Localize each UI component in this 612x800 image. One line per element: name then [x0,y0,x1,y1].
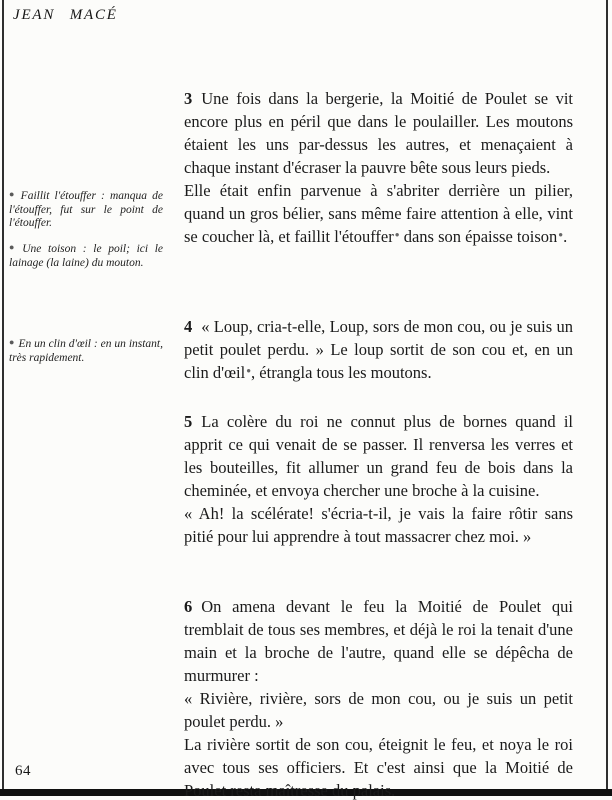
paragraph-text [184,410,573,502]
paragraph-4 [184,315,573,387]
paragraph-run: « Ah! la scélérate! s'écria-t-il, je vais la faire rôtir sans pitié pour lui apprendre à tout massacrer chez moi. » [184,504,573,546]
paragraph-text [184,179,573,251]
gloss-marker-icon: ● [9,337,15,347]
gloss-marker-icon: ● [394,230,400,239]
page-border-left [2,0,4,794]
margin-note-text: Une toison : le poil; ici le lainage (la laine) du mouton. [9,243,164,269]
paragraph-run: . [563,227,568,246]
paragraph-run: « Loup, cria-t-elle, Loup, sors de mon cou, ou je suis un petit poulet perdu. » Le loup sortit de son cou et, en un clin d'œil [184,317,573,382]
page-border-right [606,0,608,794]
margin-note-text: En un clin d'œil : en un instant, très rapidement. [9,338,164,364]
paragraph-run: La colère du roi ne connut plus de bornes quand il apprit ce qui venait de se passer. Il renversa les verres et les bouteilles, fit allumer un grand feu de bois dans la cheminée, et envoya chercher une broche à la cuisine. [184,412,573,500]
paragraph-run: « Rivière, rivière, sors de mon cou, ou je suis un petit poulet perdu. » [184,689,573,731]
gloss-marker-icon: ● [9,242,19,252]
paragraph-text [184,733,573,800]
paragraph-text [184,315,573,387]
paragraph-5 [184,410,573,548]
margin-note-toison [9,243,163,270]
margin-note-text: Faillit l'étouffer : manqua de l'étouffer, fut sur le point de l'étouffer. [9,190,163,229]
paragraph-text [184,87,573,179]
paragraph-text [184,502,573,548]
running-head-author: JEAN MACÉ [13,7,118,23]
paragraph-text [184,595,573,687]
paragraph-number: 4 [184,317,193,336]
paragraph-6 [184,595,573,800]
paragraph-run: dans son épaisse toison [399,227,558,246]
paragraph-3 [184,87,573,251]
gloss-marker-icon: ● [246,366,252,375]
paragraph-run: On amena devant le feu la Moitié de Poulet qui tremblait de tous ses membres, et déjà le roi la tenait d'une main et la broche de l'autre, quand elle se dépêcha de murmurer : [184,597,573,685]
paragraph-run: La rivière sortit de son cou, éteignit le feu, et noya le roi avec tous ses officiers. Et c'est ainsi que la Moitié de Poulet resta maîtresse du palais. [184,735,573,800]
paragraph-number: 5 [184,412,193,431]
paragraph-run: Une fois dans la bergerie, la Moitié de Poulet se vit encore plus en péril que dans le poulailler. Les moutons étaient les uns par-dessus les autres, et menaçaient à chaque instant d'écraser la pauvre bête sous leurs pieds. [184,89,573,177]
paragraph-text [184,687,573,733]
margin-note-clin-d-oeil [9,338,163,365]
gloss-marker-icon: ● [558,230,564,239]
paragraph-run: , étrangla tous les moutons. [251,363,432,382]
paragraph-run: Elle était enfin parvenue à s'abriter derrière un pilier, quand un gros bélier, sans même faire attention à elle, vint se coucher là, et faillit l'étouffer [184,181,573,246]
gloss-marker-icon: ● [9,189,17,199]
paragraph-number: 6 [184,597,193,616]
margin-note-faillit-etouffer [9,190,163,231]
page-number: 64 [15,763,31,779]
paragraph-number: 3 [184,89,193,108]
